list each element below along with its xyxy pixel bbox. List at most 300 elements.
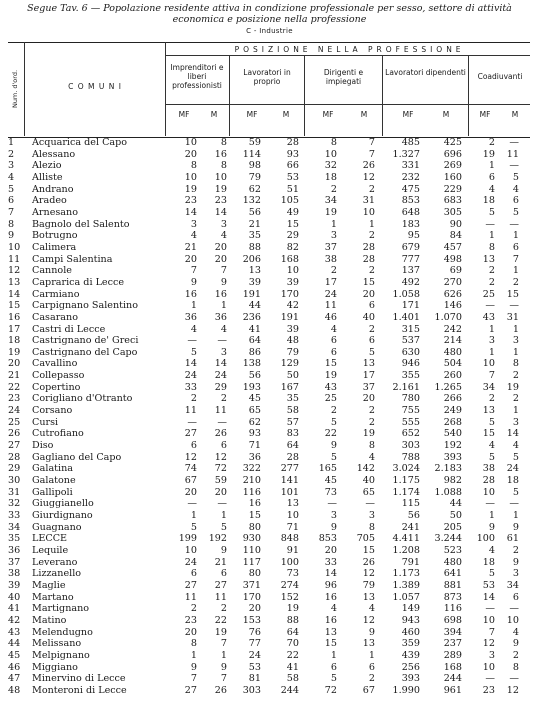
table-cell: 331 [401,160,420,172]
table-row [8,137,530,149]
table-cell: 4 [220,230,227,242]
table-cell: 152 [280,591,299,603]
table-cell: 439 [401,649,420,661]
table-cell: 2 [512,393,519,405]
table-row [8,219,530,231]
table-cell: 26 [214,428,227,440]
comune-name: Miggiano [32,661,78,673]
table-cell: 18 [482,556,495,568]
table-cell: 142 [356,463,375,475]
table-cell: 2 [512,649,519,661]
table-cell: 2 [190,603,197,615]
table-cell: 3 [512,335,519,347]
table-cell: 149 [401,603,420,615]
table-cell: 9 [330,521,337,533]
header-rule [165,104,530,105]
table-cell: 22 [214,614,227,626]
table-cell: 76 [248,626,261,638]
table-cell: 21 [214,556,227,568]
table-row [8,195,530,207]
table-cell: 18 [324,171,337,183]
table-cell: 498 [443,253,462,265]
table-cell: 6 [368,661,375,673]
table-cell: — [187,498,197,510]
table-cell: 82 [286,241,299,253]
row-number: 48 [8,684,21,696]
table-cell: 5 [190,521,197,533]
table-cell: 492 [401,276,420,288]
table-row [8,254,530,266]
table-cell: 7 [368,148,375,160]
table-cell: 11 [184,405,197,417]
table-cell: 1 [488,510,495,521]
header-divider [24,42,25,136]
table-cell: 14 [324,568,337,580]
comune-name: Gagliano del Capo [32,451,122,463]
comune-name: Cavallino [32,358,78,370]
table-cell: 19 [362,428,375,440]
subhead-m: M [282,110,290,119]
table-cell: 943 [401,614,420,626]
table-cell: 1.401 [392,311,420,323]
table-cell: 15 [506,288,519,300]
table-row [8,592,530,604]
table-cell: 14 [214,206,227,218]
table-cell: 84 [449,230,462,242]
comune-name: Monteroni di Lecce [32,684,127,696]
table-cell: — [217,498,227,510]
table-cell: 4 [488,183,495,195]
row-number: 4 [8,171,15,183]
table-row [8,685,530,697]
header-divider [468,55,469,136]
table-cell: 17 [362,370,375,382]
table-cell: 946 [401,358,420,370]
table-cell: 315 [401,323,420,335]
table-cell: 50 [286,370,299,382]
table-cell: 14 [214,358,227,370]
table-cell: 1 [330,218,337,230]
table-cell: 2 [190,393,197,405]
table-row [8,463,530,475]
table-cell: 115 [401,498,420,510]
table-cell: 10 [286,265,299,277]
table-cell: 266 [443,393,462,405]
table-cell: 15 [324,638,337,650]
table-cell: 110 [242,544,261,556]
table-cell: 788 [401,451,420,463]
col-coadiuvanti-label: Coadiuvanti [477,72,523,81]
table-cell: 5 [330,451,337,463]
table-cell: 1 [190,649,197,661]
table-cell: 1.174 [392,486,420,498]
table-cell: — [509,137,519,148]
comuni-header: C O M U N I [68,82,122,91]
table-cell: 137 [401,265,420,277]
table-cell: 167 [280,381,299,393]
table-row [8,184,530,196]
table-cell: 6 [330,661,337,673]
table-row [8,650,530,662]
table-cell: 3 [330,230,337,242]
table-cell: 46 [324,311,337,323]
table-row [8,347,530,359]
row-number: 12 [8,265,21,277]
header-divider [165,42,166,136]
table-cell: 95 [407,230,420,242]
table-cell: 6 [368,300,375,312]
row-number: 27 [8,440,21,452]
table-row [8,498,530,510]
table-cell: 22 [324,428,337,440]
table-cell: 20 [184,253,197,265]
table-cell: 2 [368,416,375,428]
table-cell: 16 [214,148,227,160]
row-number: 3 [8,160,15,172]
table-cell: 81 [248,673,261,685]
table-cell: 13 [362,638,375,650]
table-cell: 12 [506,684,519,696]
table-row [8,568,530,580]
row-number: 31 [8,486,21,498]
table-cell: 19 [506,381,519,393]
table-cell: 1.327 [392,148,420,160]
table-cell: 6 [330,346,337,358]
table-cell: 199 [178,533,197,545]
table-row [8,382,530,394]
table-cell: 16 [248,498,261,510]
table-cell: 780 [401,393,420,405]
table-cell: 20 [248,603,261,615]
table-row [8,475,530,487]
row-number: 45 [8,649,21,661]
table-cell: 96 [324,579,337,591]
table-cell: 8 [368,440,375,452]
table-cell: 485 [401,137,420,148]
table-row [8,615,530,627]
table-cell: 8 [488,241,495,253]
table-cell: 10 [184,544,197,556]
table-cell: 48 [286,335,299,347]
table-cell: 3 [488,649,495,661]
table-cell: 1 [512,405,519,417]
table-cell: 359 [401,638,420,650]
table-cell: 59 [248,137,261,148]
table-cell: 9 [512,638,519,650]
row-number: 25 [8,416,21,428]
table-cell: 168 [443,661,462,673]
table-cell: 116 [443,603,462,615]
table-cell: 2 [368,265,375,277]
table-cell: 630 [401,346,420,358]
table-cell: 6 [220,440,227,452]
table-row [8,207,530,219]
table-cell: 9 [368,626,375,638]
table-cell: 20 [184,626,197,638]
comune-name: Cutrofiano [32,428,84,440]
table-cell: 66 [286,160,299,172]
table-cell: 1 [512,323,519,335]
table-cell: 256 [401,661,420,673]
table-cell: 679 [401,241,420,253]
table-cell: — [217,335,227,347]
table-cell: 1 [512,265,519,277]
table-cell: 100 [280,556,299,568]
table-cell: 537 [401,335,420,347]
subhead-mf: MF [322,110,334,119]
table-cell: 641 [443,568,462,580]
table-cell: 10 [482,661,495,673]
table-cell: 29 [286,230,299,242]
table-row [8,230,530,242]
table-cell: 1 [512,510,519,521]
table-cell: 170 [280,288,299,300]
table-cell: 24 [184,556,197,568]
table-cell: 171 [401,300,420,312]
table-cell: 2 [512,544,519,556]
table-cell: 26 [362,160,375,172]
table-cell: 39 [248,276,261,288]
table-cell: 191 [242,288,261,300]
row-number: 41 [8,603,21,615]
table-cell: 244 [443,673,462,685]
table-cell: 2 [488,265,495,277]
table-cell: 105 [280,195,299,207]
table-cell: 1.208 [392,544,420,556]
table-cell: 28 [286,137,299,148]
table-cell: 19 [482,148,495,160]
table-cell: 2 [330,405,337,417]
table-cell: 27 [214,579,227,591]
row-number: 16 [8,311,21,323]
table-cell: — [509,673,519,685]
table-cell: 1.389 [392,579,420,591]
table-cell: 5 [512,451,519,463]
table-cell: 303 [242,684,261,696]
table-cell: 51 [286,183,299,195]
table-cell: 249 [443,405,462,417]
table-cell: 19 [214,626,227,638]
table-cell: 80 [248,521,261,533]
table-cell: 35 [286,393,299,405]
table-cell: 73 [324,486,337,498]
table-cell: 37 [324,241,337,253]
table-cell: 244 [280,684,299,696]
table-cell: 90 [449,218,462,230]
row-number: 19 [8,346,21,358]
table-cell: 59 [214,475,227,487]
table-cell: 652 [401,428,420,440]
table-cell: 2 [512,370,519,382]
table-cell: 848 [280,533,299,545]
table-cell: 1 [190,300,197,312]
table-cell: 4 [190,230,197,242]
row-number: 35 [8,533,21,545]
table-cell: 3 [330,510,337,521]
table-row [8,557,530,569]
table-cell: 20 [214,241,227,253]
table-cell: — [217,416,227,428]
table-cell: 6 [512,241,519,253]
table-cell: 371 [242,579,261,591]
row-number: 11 [8,253,21,265]
table-cell: 1.070 [434,311,462,323]
table-cell: 10 [214,171,227,183]
table-row [8,428,530,440]
table-cell: 698 [443,614,462,626]
table-cell: 2 [368,405,375,417]
table-cell: 16 [214,288,227,300]
table-cell: 160 [443,171,462,183]
table-cell: 6 [512,591,519,603]
table-cell: 237 [443,638,462,650]
table-cell: 38 [324,253,337,265]
table-cell: 2 [368,183,375,195]
table-cell: 117 [242,556,261,568]
comune-name: Collepasso [32,370,85,382]
comune-name: Botrugno [32,230,78,242]
table-cell: 13 [362,358,375,370]
comune-name: Acquarica del Capo [32,137,128,148]
table-cell: 19 [184,183,197,195]
table-cell: — [509,160,519,172]
table-cell: 100 [476,533,495,545]
table-cell: 8 [330,137,337,148]
table-cell: — [187,416,197,428]
table-cell: — [187,335,197,347]
comune-name: Castrignano del Capo [32,346,138,358]
subhead-m: M [442,110,450,119]
table-cell: 19 [214,183,227,195]
table-cell: 25 [324,393,337,405]
subhead-mf: MF [479,110,491,119]
subhead-mf: MF [178,110,190,119]
table-cell: 7 [190,265,197,277]
table-cell: 170 [242,591,261,603]
table-cell: 191 [280,311,299,323]
table-cell: — [485,498,495,510]
table-cell: 50 [449,510,462,521]
table-cell: 56 [407,510,420,521]
table-cell: 2 [368,230,375,242]
table-cell: 10 [506,614,519,626]
caption-title: Popolazione residente attiva in condizione professionale per sesso, settore di attività economica e posizione nella professione [103,3,512,25]
table-cell: 355 [401,370,420,382]
table-cell: 14 [184,358,197,370]
table-cell: 62 [248,416,261,428]
table-cell: 4 [512,440,519,452]
table-cell: 8 [512,661,519,673]
table-cell: 16 [324,591,337,603]
table-cell: 20 [362,288,375,300]
table-cell: — [485,673,495,685]
table-cell: 10 [184,171,197,183]
group-header: P O S I Z I O N E N E L L A P R O F E S S I O N E [234,45,462,54]
table-cell: 13 [248,265,261,277]
row-number: 5 [8,183,15,195]
row-number: 18 [8,335,21,347]
table-cell: 53 [248,661,261,673]
table-cell: 9 [190,661,197,673]
comune-name: Carpignano Salentino [32,300,138,312]
table-cell: 269 [443,160,462,172]
table-cell: 24 [324,288,337,300]
table-cell: 21 [184,241,197,253]
table-row [8,522,530,534]
table-cell: 31 [506,311,519,323]
comune-name: Giurdignano [32,510,93,521]
table-cell: 5 [488,568,495,580]
comune-name: Andrano [32,183,74,195]
table-cell: 72 [214,463,227,475]
table-cell: 22 [286,649,299,661]
table-cell: 98 [248,160,261,172]
table-cell: 9 [220,544,227,556]
table-cell: 26 [362,556,375,568]
table-cell: 153 [242,614,261,626]
table-cell: 755 [401,405,420,417]
table-cell: 15 [482,428,495,440]
table-cell: 7 [368,137,375,148]
table-cell: 8 [220,137,227,148]
table-cell: 192 [208,533,227,545]
table-cell: 2 [488,276,495,288]
table-cell: 56 [248,370,261,382]
row-number: 1 [8,137,15,148]
table-cell: 242 [443,323,462,335]
table-cell: 13 [482,405,495,417]
table-cell: 7 [488,626,495,638]
table-cell: — [509,300,519,312]
table-row [8,149,530,161]
table-cell: 77 [248,638,261,650]
table-cell: 10 [482,614,495,626]
table-cell: 79 [248,171,261,183]
table-cell: 777 [401,253,420,265]
header-divider [304,55,305,136]
table-cell: 33 [184,381,197,393]
col-imprenditori-label: Imprenditori e liberi professionisti [170,63,224,90]
comune-name: Melendugno [32,626,93,638]
table-cell: 18 [482,195,495,207]
table-cell: 1 [368,218,375,230]
table-cell: 24 [214,370,227,382]
table-cell: 9 [488,521,495,533]
table-cell: 27 [184,579,197,591]
table-row [8,452,530,464]
row-number: 36 [8,544,21,556]
table-cell: 168 [280,253,299,265]
table-cell: 1.173 [392,568,420,580]
table-cell: 64 [286,626,299,638]
table-cell: 853 [318,533,337,545]
comune-name: LECCE [32,533,68,545]
table-cell: 183 [401,218,420,230]
table-row [8,300,530,312]
table-cell: 71 [286,521,299,533]
table-cell: 28 [362,253,375,265]
table-cell: 8 [220,160,227,172]
table-cell: 5 [512,206,519,218]
table-cell: 13 [286,498,299,510]
table-cell: 4 [190,323,197,335]
table-cell: 10 [324,148,337,160]
table-cell: 35 [248,230,261,242]
table-cell: 10 [184,137,197,148]
row-number: 26 [8,428,21,440]
table-cell: 9 [220,276,227,288]
table-cell: 36 [248,451,261,463]
